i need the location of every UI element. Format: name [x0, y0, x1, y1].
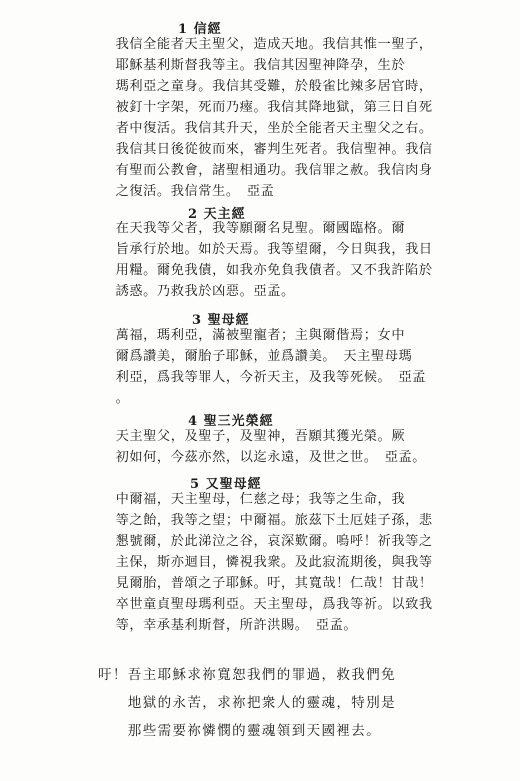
text-line: 用糧。爾免我債，如我亦免負我債者。又不我許陷於 [88, 263, 433, 278]
text-line: 等，幸承基利斯督，所許洪賜。 亞孟。 [88, 618, 358, 633]
text-line: 之復活。我信常生。 亞孟 [88, 184, 275, 199]
closing-line: 地獄的永苦，求祢把衆人的靈魂，特別是 [98, 695, 396, 711]
lords-prayer-text [88, 218, 460, 302]
text-line: 利亞，爲我等罪人，今祈天主，及我等死候。 亞孟 [88, 370, 427, 385]
hail-holy-queen-text [88, 489, 460, 636]
creed-text [88, 34, 460, 202]
text-line: 懇號爾，於此涕泣之谷，哀深歎爾。嗚呼！祈我等之 [88, 534, 433, 549]
glory-be-text [88, 426, 460, 468]
text-line: 被釘十字架，死而乃瘞。我信其降地獄，第三日自死 [88, 100, 433, 115]
text-line: 我信其日後從彼而來，審判生死者。我信聖神。我信 [88, 142, 433, 157]
text-line: 主保，斯亦迴目，憐視我衆。及此寂流期後，與我等 [88, 555, 433, 570]
text-line: 。 [88, 391, 130, 406]
text-line: 見爾胎，普頌之子耶穌。吁，其寬哉！仁哉！甘哉！ [88, 576, 433, 591]
creed-title: 1 信經 [178, 22, 222, 37]
closing-prayer [98, 661, 458, 745]
text-line: 誘惑。乃救我於凶惡。亞孟。 [88, 284, 295, 299]
text-line: 等之飴，我等之望；中爾福。旅茲下土厄娃子孫，悲 [88, 513, 433, 528]
glory-be-title: 4 聖三光榮經 [188, 414, 274, 429]
closing-line: 吁！吾主耶穌求祢寬恕我們的罪過，救我們免 [98, 667, 396, 683]
lords-prayer-title: 2 天主經 [188, 207, 246, 222]
hail-mary-text [88, 325, 460, 409]
text-line: 耶穌基利斯督我等主。我信其因聖神降孕，生於 [88, 58, 406, 73]
text-line: 瑪利亞之童身。我信其受難，於般雀比辣多居官時， [88, 79, 433, 94]
text-line: 爾爲讚美，爾胎子耶穌，並爲讚美。 天主聖母瑪 [88, 349, 413, 364]
text-line: 者中復活。我信其升天，坐於全能者天主聖父之右。 [88, 121, 433, 136]
text-line: 中爾福，天主聖母，仁慈之母；我等之生命，我 [88, 492, 406, 507]
text-line: 在天我等父者，我等願爾名見聖。爾國臨格。爾 [88, 221, 406, 236]
text-line: 萬福，瑪利亞，滿被聖寵者；主與爾偕焉；女中 [88, 328, 406, 343]
text-line: 天主聖父，及聖子，及聖神，吾願其獲光榮。厥 [88, 429, 406, 444]
text-line: 有聖而公教會，諸聖相通功。我信罪之赦。我信肉身 [88, 163, 433, 178]
hail-holy-queen-title: 5 又聖母經 [190, 477, 262, 492]
text-line: 我信全能者天主聖父，造成天地。我信其惟一聖子， [88, 37, 433, 52]
hail-mary-title: 3 聖母經 [192, 313, 250, 328]
text-line: 初如何，今茲亦然，以迄永遠，及世之世。 亞孟。 [88, 450, 427, 465]
text-line: 旨承行於地。如於天焉。我等望爾，今日與我，我日 [88, 242, 433, 257]
text-line: 卒世童貞聖母瑪利亞。天主聖母，爲我等祈。以致我 [88, 597, 433, 612]
closing-line: 那些需要祢憐憫的靈魂領到天國裡去。 [98, 723, 382, 739]
